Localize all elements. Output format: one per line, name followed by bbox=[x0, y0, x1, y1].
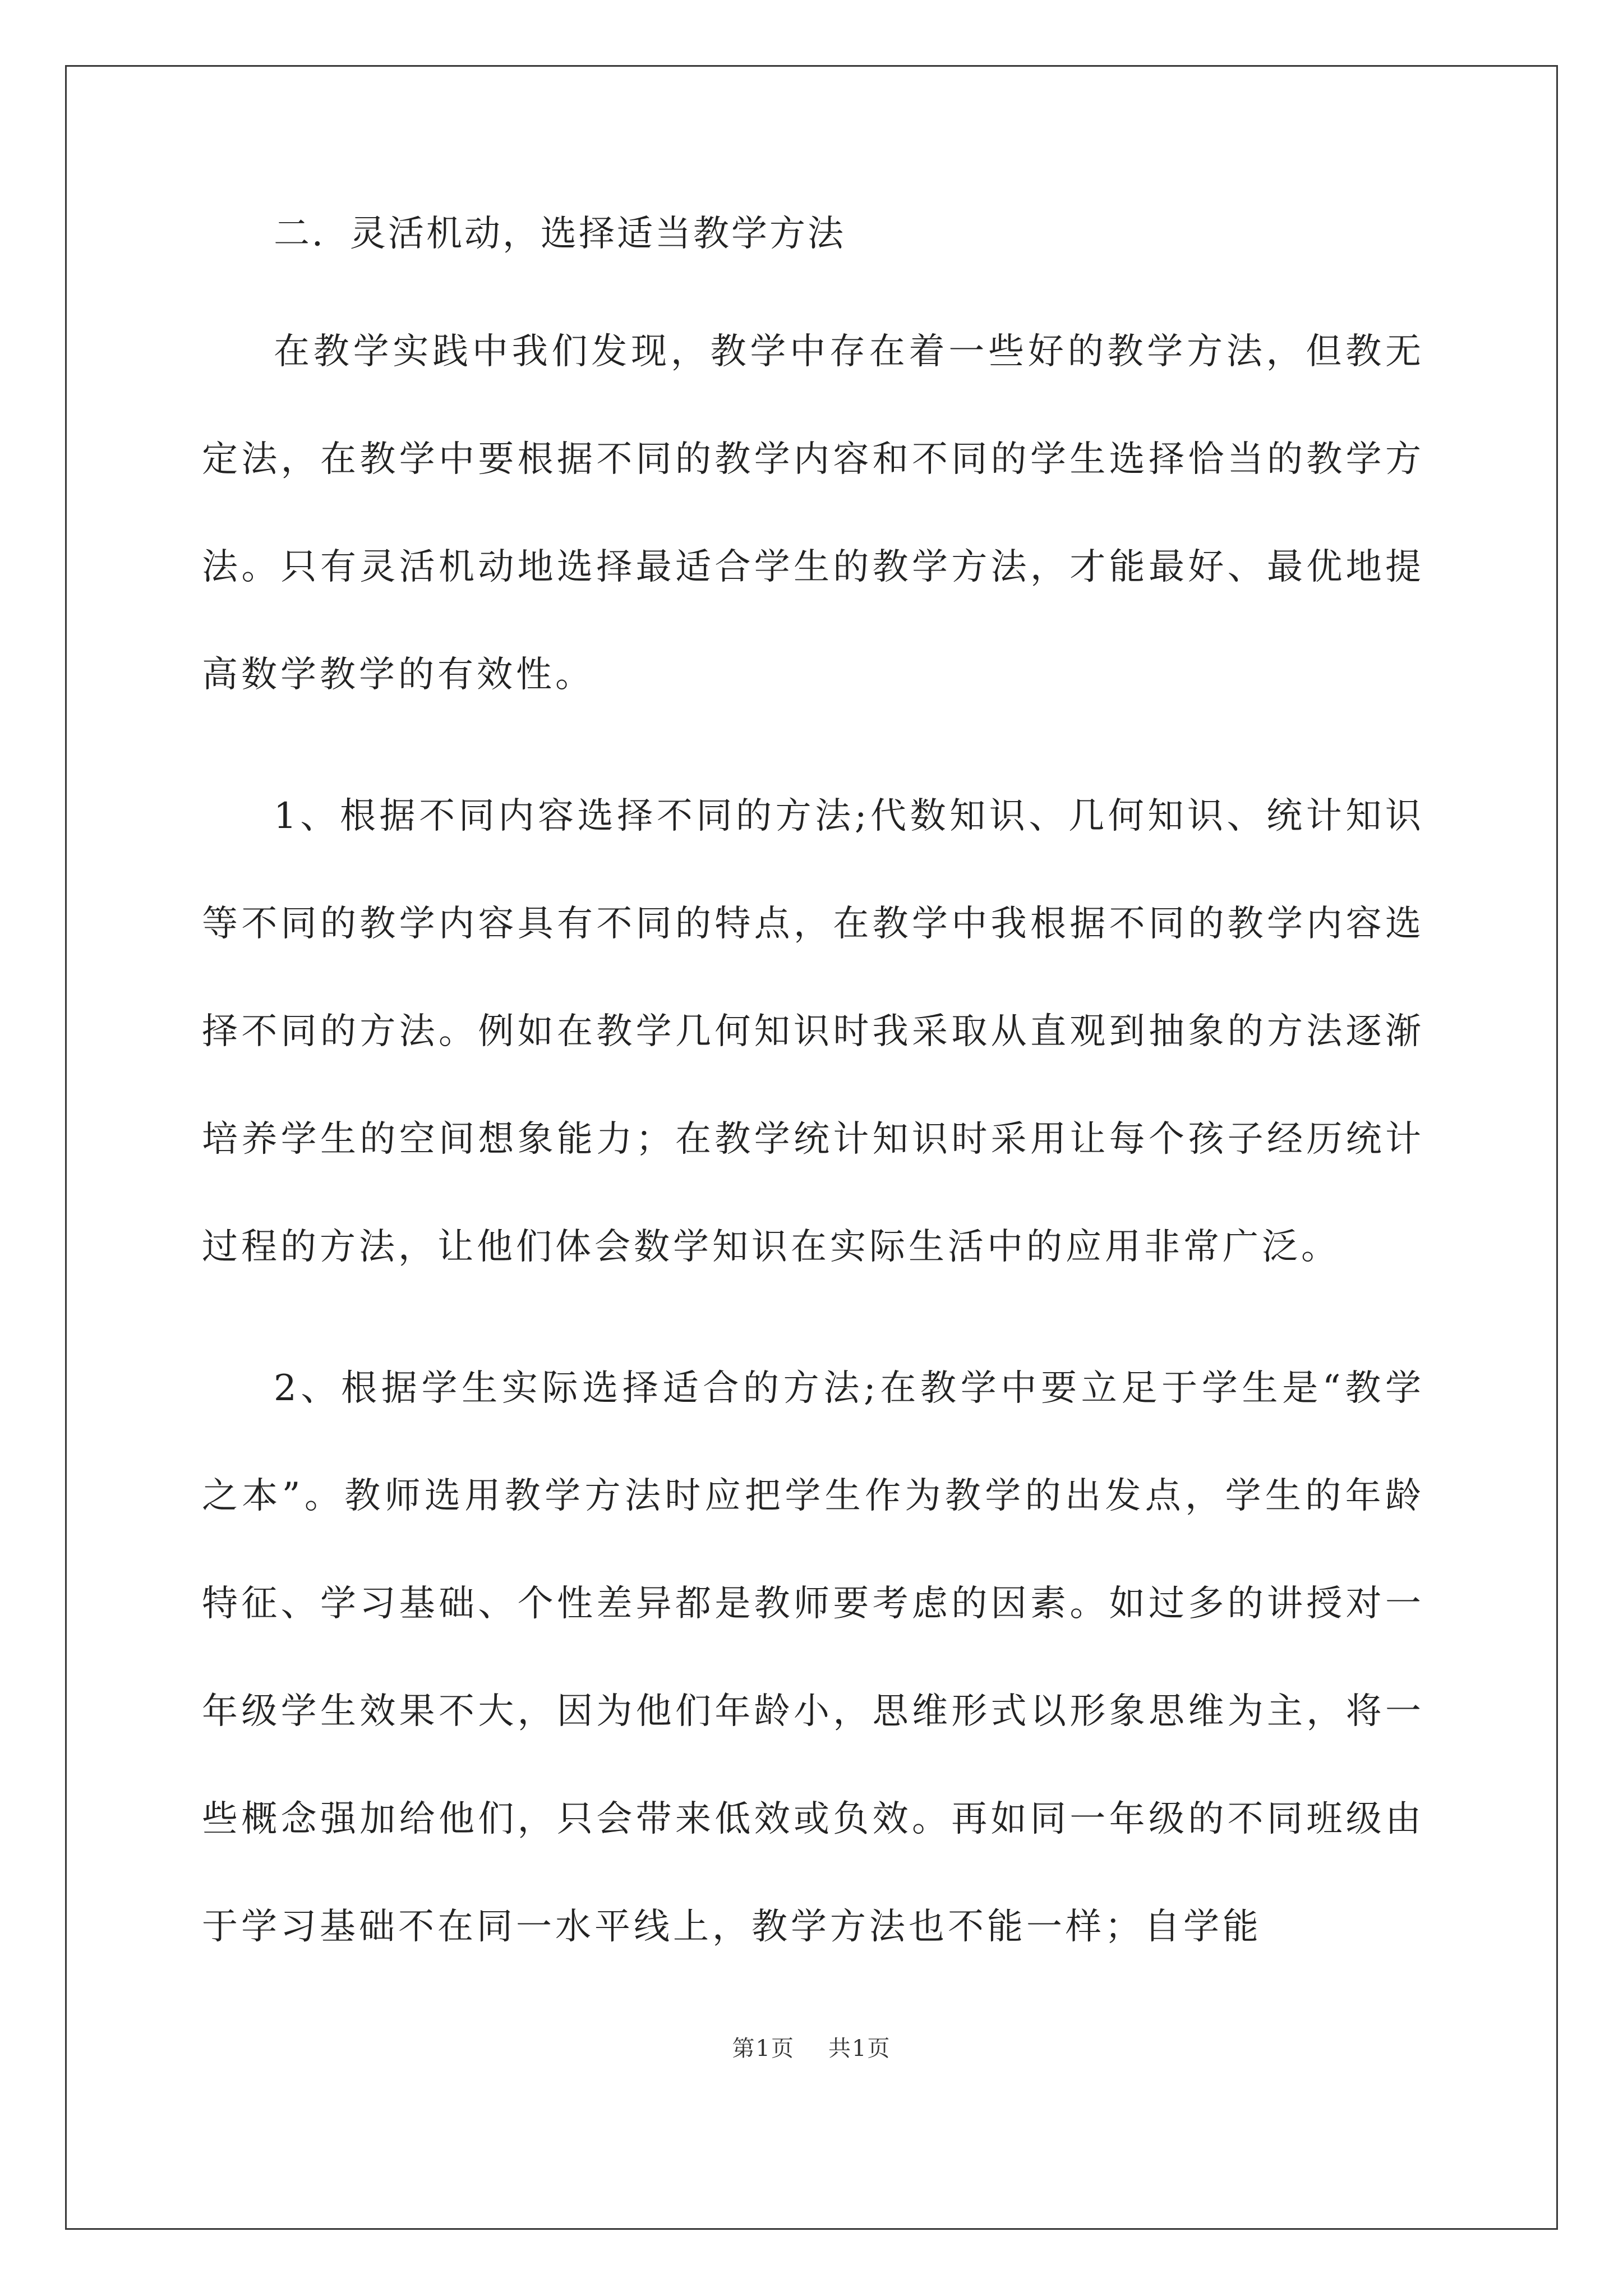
paragraph-intro: 在教学实践中我们发现，教学中存在着一些好的教学方法，但教无定法，在教学中要根据不同的教学内容和不同的学生选择恰当的教学方法。只有灵活机动地选择最适合学生的教学方法，才能最好、最优地提高数学教学的有效性。 bbox=[202, 331, 1424, 696]
document-body bbox=[202, 202, 1424, 1981]
page-total: 共1页 bbox=[828, 2036, 891, 2062]
paragraph-point-2: 2、根据学生实际选择适合的方法;在教学中要立足于学生是“教学之本”。教师选用教学方法时应把学生作为教学的出发点，学生的年龄特征、学习基础、个性差异都是教师要考虑的因素。如过多的讲授对一年级学生效果不大，因为他们年龄小，思维形式以形象思维为主，将一些概念强加给他们，只会带来低效或负效。再如同一年级的不同班级由于学习基础不在同一水平线上，教学方法也不能一样；自学能 bbox=[202, 1368, 1424, 1948]
paragraph-point-1: 1、根据不同内容选择不同的方法;代数知识、几何知识、统计知识等不同的教学内容具有不同的特点，在教学中我根据不同的教学内容选择不同的方法。例如在教学几何知识时我采取从直观到抽象的方法逐渐培养学生的空间想象能力；在教学统计知识时采用让每个孩子经历统计过程的方法，让他们体会数学知识在实际生活中的应用非常广泛。 bbox=[202, 795, 1424, 1268]
page-footer bbox=[0, 2031, 1623, 2063]
page-number: 第1页 bbox=[732, 2036, 795, 2062]
section-heading: 二．灵活机动，选择适当教学方法 bbox=[274, 213, 846, 255]
